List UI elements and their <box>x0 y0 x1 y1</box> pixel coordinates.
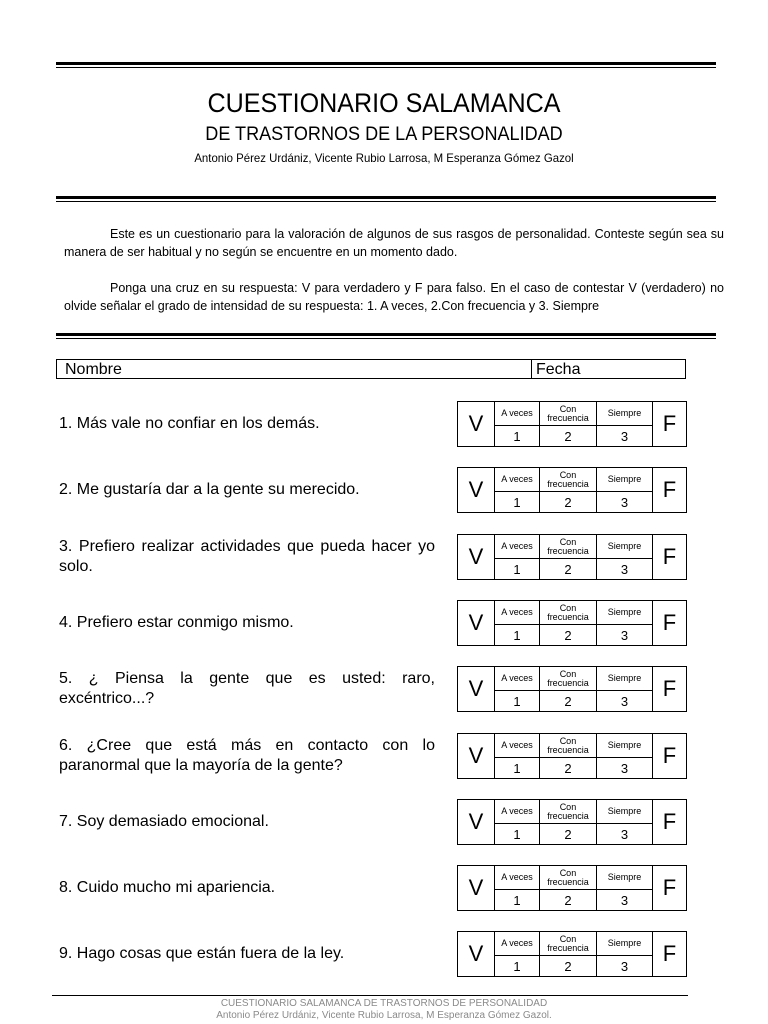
question-text: 8. Cuido mucho mi apariencia. <box>59 879 276 896</box>
siempre-label: Siempre <box>597 468 652 492</box>
intensity-option-3[interactable]: 3 <box>620 958 629 974</box>
intensity-grid <box>495 468 652 512</box>
con-frecuencia-label: Con frecuencia <box>540 866 597 890</box>
intensity-option-1[interactable]: 1 <box>495 559 540 579</box>
footer-title: CUESTIONARIO SALAMANCA DE TRASTORNOS DE PERSONALIDAD <box>220 998 548 1009</box>
a-veces-label: A veces <box>495 800 540 824</box>
false-option[interactable]: F <box>652 535 686 579</box>
true-option[interactable]: V <box>458 535 495 579</box>
true-option[interactable]: V <box>458 932 495 976</box>
con-frecuencia-label: Con frecuencia <box>540 667 597 691</box>
intensity-grid <box>495 402 652 446</box>
siempre-label: Siempre <box>597 932 652 956</box>
a-veces-label: A veces <box>495 402 540 426</box>
intensity-option-3[interactable]: 3 <box>620 826 629 842</box>
intensity-grid <box>495 667 652 711</box>
page-title: CUESTIONARIO SALAMANCA <box>207 88 561 118</box>
siempre-label: Siempre <box>597 734 652 758</box>
date-label: Fecha <box>536 361 581 378</box>
true-option[interactable]: V <box>458 734 495 778</box>
siempre-label: Siempre <box>597 866 652 890</box>
false-option[interactable]: F <box>652 932 686 976</box>
intro-paragraph-1: Este es un cuestionario para la valoración de algunos de sus rasgos de personalidad. Conteste según sea su manera de ser habitual y no según se encuentre en un momento dado. <box>64 227 724 259</box>
con-frecuencia-label: Con frecuencia <box>540 402 597 426</box>
question-text: 9. Hago cosas que están fuera de la ley. <box>59 945 345 962</box>
intensity-grid <box>495 535 652 579</box>
question-text: 5. ¿ Piensa la gente que es usted: raro, excéntrico...? <box>59 670 435 707</box>
name-field[interactable] <box>57 360 532 378</box>
a-veces-label: A veces <box>495 932 540 956</box>
footer-authors: Antonio Pérez Urdániz, Vicente Rubio Larrosa, M Esperanza Gómez Gazol. <box>216 1010 552 1021</box>
false-option[interactable]: F <box>652 800 686 844</box>
a-veces-label: A veces <box>495 667 540 691</box>
date-field[interactable] <box>532 360 685 378</box>
siempre-label: Siempre <box>597 535 652 559</box>
true-option[interactable]: V <box>458 800 495 844</box>
authors: Antonio Pérez Urdániz, Vicente Rubio Larrosa, M Esperanza Gómez Gazol <box>194 151 574 165</box>
intensity-grid <box>495 601 652 645</box>
con-frecuencia-label: Con frecuencia <box>540 601 597 625</box>
intro-paragraph-2: Ponga una cruz en su respuesta: V para verdadero y F para falso. En el caso de contestar V (verdadero) no olvide señalar el grado de intensidad de su respuesta: 1. A veces, 2.Con frecuencia y 3. Siempre <box>64 281 724 313</box>
intensity-option-1[interactable]: 1 <box>495 890 540 910</box>
intensity-grid <box>495 932 652 976</box>
true-option[interactable]: V <box>458 667 495 711</box>
question-text: 7. Soy demasiado emocional. <box>59 813 269 830</box>
true-option[interactable]: V <box>458 601 495 645</box>
question-text: 2. Me gustaría dar a la gente su merecido. <box>59 481 360 498</box>
answer-box <box>457 865 687 911</box>
answer-box <box>457 799 687 845</box>
intensity-option-3[interactable]: 3 <box>620 428 629 444</box>
name-date-box <box>56 359 686 379</box>
intensity-option-2[interactable]: 2 <box>540 758 597 778</box>
intro-double-rule <box>56 333 716 339</box>
name-label: Nombre <box>65 361 122 378</box>
footer-rule <box>52 995 688 996</box>
false-option[interactable]: F <box>652 601 686 645</box>
answer-box <box>457 666 687 712</box>
intensity-option-3[interactable]: 3 <box>620 892 629 908</box>
siempre-label: Siempre <box>597 667 652 691</box>
intensity-option-1[interactable]: 1 <box>495 492 540 512</box>
intensity-option-1[interactable]: 1 <box>495 691 540 711</box>
intensity-option-2[interactable]: 2 <box>540 559 597 579</box>
con-frecuencia-label: Con frecuencia <box>540 800 597 824</box>
answer-box <box>457 931 687 977</box>
con-frecuencia-label: Con frecuencia <box>540 535 597 559</box>
con-frecuencia-label: Con frecuencia <box>540 932 597 956</box>
intensity-option-3[interactable]: 3 <box>620 627 629 643</box>
false-option[interactable]: F <box>652 402 686 446</box>
intensity-option-2[interactable]: 2 <box>540 691 597 711</box>
question-text: 4. Prefiero estar conmigo mismo. <box>59 614 294 631</box>
siempre-label: Siempre <box>597 800 652 824</box>
intensity-option-3[interactable]: 3 <box>620 693 629 709</box>
intensity-grid <box>495 866 652 910</box>
intensity-option-2[interactable]: 2 <box>540 492 597 512</box>
true-option[interactable]: V <box>458 866 495 910</box>
siempre-label: Siempre <box>597 601 652 625</box>
question-text: 1. Más vale no confiar en los demás. <box>59 415 320 432</box>
a-veces-label: A veces <box>495 734 540 758</box>
answer-box <box>457 401 687 447</box>
intensity-option-3[interactable]: 3 <box>620 561 629 577</box>
header-double-rule <box>56 196 716 202</box>
false-option[interactable]: F <box>652 734 686 778</box>
a-veces-label: A veces <box>495 601 540 625</box>
false-option[interactable]: F <box>652 866 686 910</box>
intensity-option-1[interactable]: 1 <box>495 625 540 645</box>
con-frecuencia-label: Con frecuencia <box>540 468 597 492</box>
answer-box <box>457 534 687 580</box>
answer-box <box>457 600 687 646</box>
intensity-option-2[interactable]: 2 <box>540 890 597 910</box>
intensity-option-3[interactable]: 3 <box>620 494 629 510</box>
true-option[interactable]: V <box>458 402 495 446</box>
a-veces-label: A veces <box>495 468 540 492</box>
intensity-grid <box>495 734 652 778</box>
intensity-option-1[interactable]: 1 <box>495 824 540 844</box>
false-option[interactable]: F <box>652 468 686 512</box>
intensity-grid <box>495 800 652 844</box>
a-veces-label: A veces <box>495 866 540 890</box>
intensity-option-2[interactable]: 2 <box>540 426 597 446</box>
intensity-option-2[interactable]: 2 <box>540 956 597 976</box>
intensity-option-1[interactable]: 1 <box>495 758 540 778</box>
intensity-option-2[interactable]: 2 <box>540 625 597 645</box>
top-double-rule <box>56 62 716 68</box>
intensity-option-1[interactable]: 1 <box>495 426 540 446</box>
intensity-option-2[interactable]: 2 <box>540 824 597 844</box>
false-option[interactable]: F <box>652 667 686 711</box>
intensity-option-1[interactable]: 1 <box>495 956 540 976</box>
siempre-label: Siempre <box>597 402 652 426</box>
a-veces-label: A veces <box>495 535 540 559</box>
question-text: 3. Prefiero realizar actividades que pueda hacer yo solo. <box>59 538 435 575</box>
intensity-option-3[interactable]: 3 <box>620 760 629 776</box>
answer-box <box>457 467 687 513</box>
page-subtitle: DE TRASTORNOS DE LA PERSONALIDAD <box>205 124 563 145</box>
true-option[interactable]: V <box>458 468 495 512</box>
question-text: 6. ¿Cree que está más en contacto con lo paranormal que la mayoría de la gente? <box>59 737 435 774</box>
answer-box <box>457 733 687 779</box>
con-frecuencia-label: Con frecuencia <box>540 734 597 758</box>
